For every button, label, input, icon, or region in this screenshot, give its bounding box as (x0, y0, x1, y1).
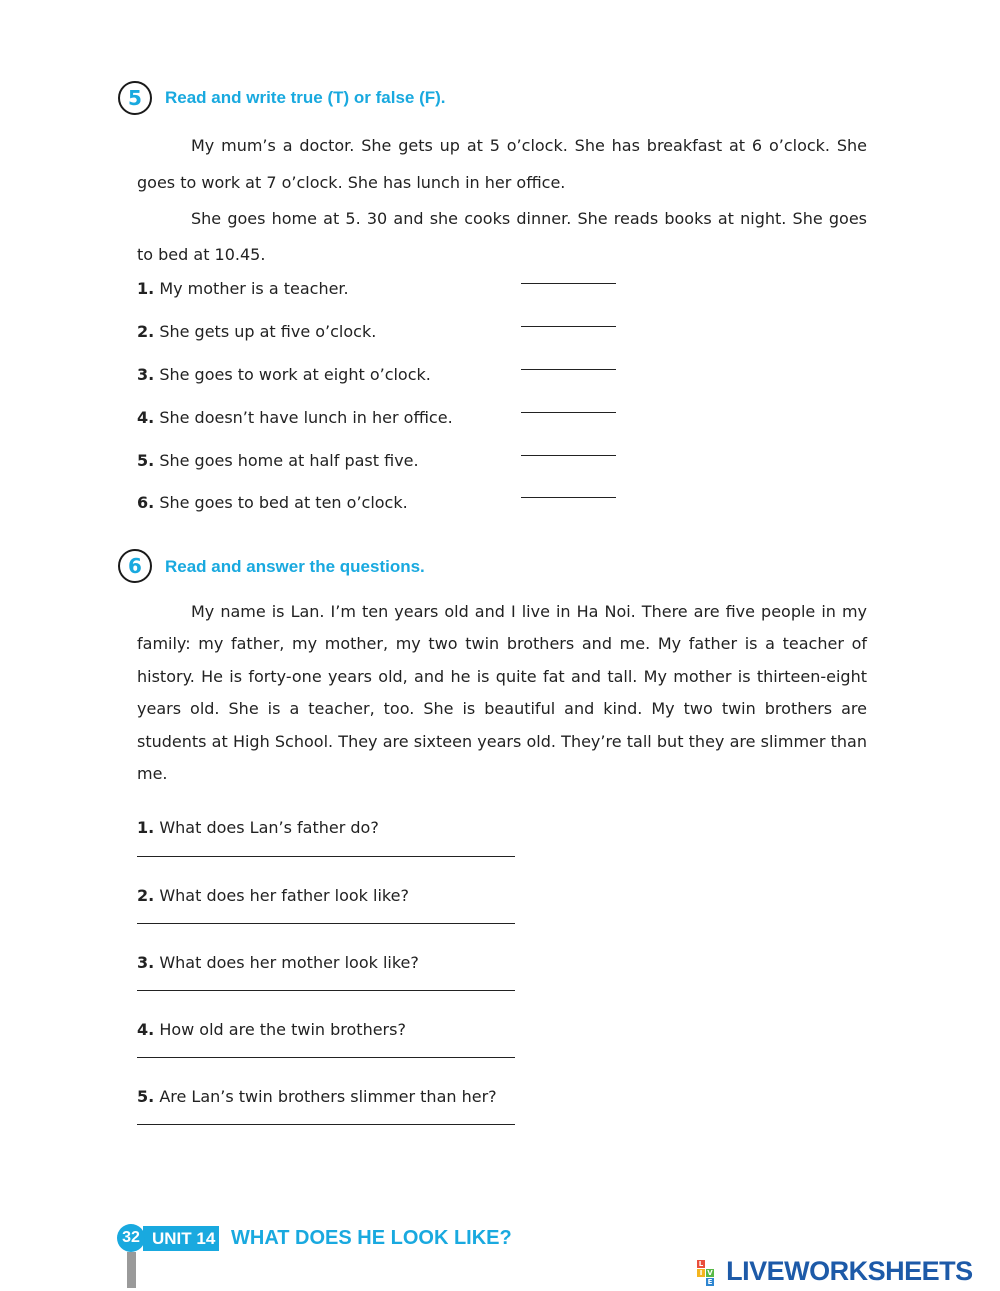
question-3 (137, 953, 419, 972)
tf-item-text: She goes to bed at ten o’clock. (159, 493, 408, 512)
tf-item-text: My mother is a teacher. (159, 279, 349, 298)
tf-item-2 (137, 322, 376, 341)
tf-item-number: 3. (137, 365, 155, 384)
exercise-5-title: Read and write true (T) or false (F). (165, 88, 446, 107)
tf-item-number: 1. (137, 279, 155, 298)
question-1 (137, 818, 379, 837)
logo-block-v: V (707, 1268, 713, 1277)
question-text: What does her father look like? (159, 886, 409, 905)
answer-blank-1[interactable] (137, 856, 515, 857)
tf-item-text: She goes to work at eight o’clock. (159, 365, 431, 384)
tf-item-4 (137, 408, 453, 427)
question-number: 2. (137, 886, 155, 905)
tf-answer-blank-1[interactable] (521, 283, 616, 284)
question-text: What does her mother look like? (159, 953, 419, 972)
exercise-5-paragraph-2: She goes home at 5. 30 and she cooks dinner. She reads books at night. She goes to bed at 10.45. (137, 209, 867, 264)
exercise-6-paragraph: My name is Lan. I’m ten years old and I live in Ha Noi. There are five people in my family: my father, my mother, my two twin brothers and me. My father is a teacher of history. He is forty-one years old, and he is quite fat and tall. My mother is thirteen-eight years old. She is a teacher, too. She is beautiful and kind. My two twin brothers are students at High School. They are sixteen years old. They’re tall but they are slimmer than me. (137, 602, 867, 784)
footer-bar (127, 1252, 136, 1288)
question-number: 3. (137, 953, 155, 972)
question-number: 1. (137, 818, 155, 837)
unit-title: WHAT DOES HE LOOK LIKE? (231, 1227, 512, 1249)
tf-item-text: She gets up at five o’clock. (159, 322, 377, 341)
liveworksheets-logo (697, 1256, 973, 1286)
tf-item-number: 5. (137, 451, 155, 470)
tf-answer-blank-2[interactable] (521, 326, 616, 327)
liveworksheets-blocks-icon (697, 1259, 721, 1285)
tf-item-text: She doesn’t have lunch in her office. (159, 408, 453, 427)
tf-item-3 (137, 365, 431, 384)
exercise-5-number: 5 (128, 86, 142, 110)
answer-blank-4[interactable] (137, 1057, 515, 1058)
tf-item-number: 6. (137, 493, 155, 512)
logo-block-i: I (697, 1269, 705, 1277)
answer-blank-2[interactable] (137, 923, 515, 924)
question-5 (137, 1087, 497, 1106)
tf-item-text: She goes home at half past five. (159, 451, 419, 470)
answer-blank-5[interactable] (137, 1124, 515, 1125)
tf-item-5 (137, 451, 419, 470)
question-2 (137, 886, 409, 905)
question-text: How old are the twin brothers? (159, 1020, 406, 1039)
question-text: Are Lan’s twin brothers slimmer than her? (159, 1087, 497, 1106)
tf-answer-blank-3[interactable] (521, 369, 616, 370)
tf-item-number: 2. (137, 322, 155, 341)
exercise-5-number-badge (118, 81, 152, 115)
unit-label: UNIT 14 (143, 1226, 219, 1251)
question-text: What does Lan’s father do? (159, 818, 379, 837)
exercise-6-number-badge (118, 549, 152, 583)
exercise-6-number: 6 (128, 554, 142, 578)
logo-block-l: L (698, 1259, 704, 1268)
tf-answer-blank-6[interactable] (521, 497, 616, 498)
exercise-5-paragraph-1: My mum’s a doctor. She gets up at 5 o’clock. She has breakfast at 6 o’clock. She goes to work at 7 o’clock. She has lunch in her office. (137, 136, 867, 192)
question-number: 5. (137, 1087, 155, 1106)
tf-answer-blank-4[interactable] (521, 412, 616, 413)
answer-blank-3[interactable] (137, 990, 515, 991)
question-number: 4. (137, 1020, 155, 1039)
tf-item-6 (137, 493, 408, 512)
liveworksheets-text: LIVEWORKSHEETS (726, 1256, 973, 1286)
page-number: 32 (117, 1224, 145, 1252)
exercise-6-title: Read and answer the questions. (165, 557, 425, 576)
tf-answer-blank-5[interactable] (521, 455, 616, 456)
logo-block-e: E (707, 1277, 713, 1286)
tf-item-number: 4. (137, 408, 155, 427)
question-4 (137, 1020, 406, 1039)
tf-item-1 (137, 279, 349, 298)
